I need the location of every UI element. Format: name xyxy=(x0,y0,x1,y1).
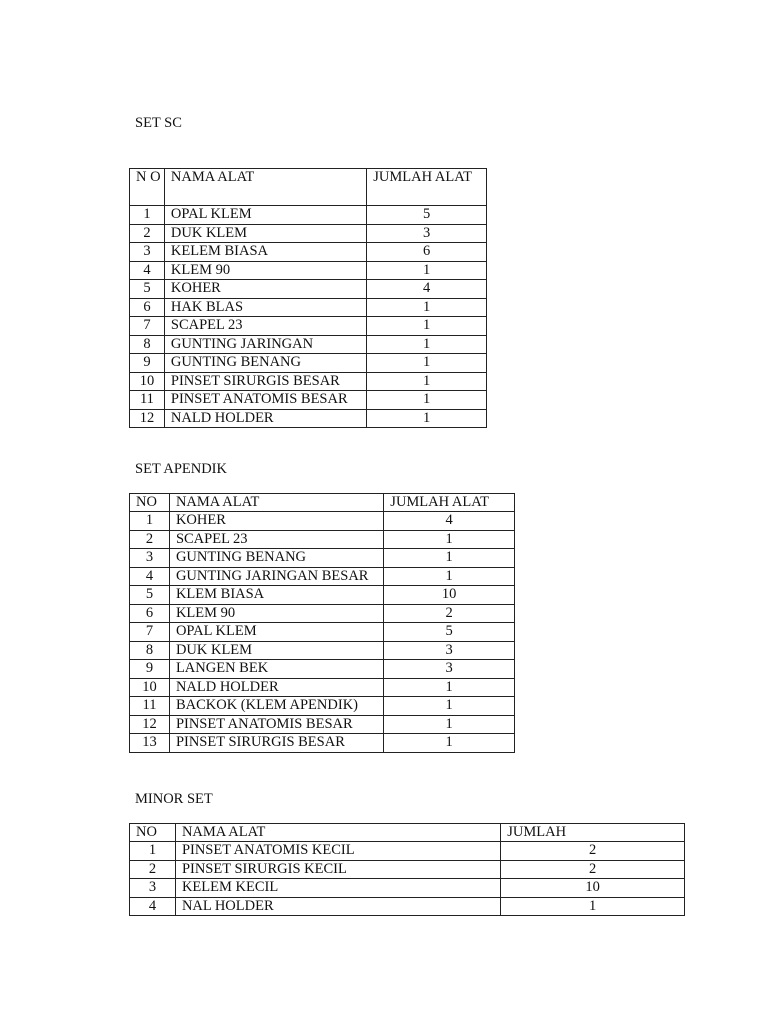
table-row xyxy=(130,697,515,716)
table-row xyxy=(130,512,515,531)
table-row xyxy=(130,372,487,391)
header-nama-alat: NAMA ALAT xyxy=(169,494,383,512)
tool-name: OPAL KLEM xyxy=(164,206,366,225)
tool-quantity: 3 xyxy=(384,641,515,660)
header-jumlah-alat: JUMLAH ALAT xyxy=(384,494,515,512)
tool-name: PINSET SIRURGIS BESAR xyxy=(169,734,383,753)
row-number: 2 xyxy=(130,860,176,879)
row-number: 6 xyxy=(130,604,170,623)
tool-quantity: 10 xyxy=(384,586,515,605)
table-row xyxy=(130,391,487,410)
table-row xyxy=(130,243,487,262)
tool-quantity: 1 xyxy=(367,298,487,317)
tool-name: PINSET SIRURGIS BESAR xyxy=(164,372,366,391)
table-set-sc xyxy=(129,168,487,428)
table-row xyxy=(130,317,487,336)
tool-quantity: 1 xyxy=(501,897,685,916)
tool-quantity: 1 xyxy=(367,372,487,391)
tool-name: NALD HOLDER xyxy=(169,678,383,697)
tool-quantity: 10 xyxy=(501,879,685,898)
table-row xyxy=(130,280,487,299)
table-row xyxy=(130,623,515,642)
header-nama-alat: NAMA ALAT xyxy=(164,169,366,206)
header-no: NO xyxy=(130,824,176,842)
tool-name: LANGEN BEK xyxy=(169,660,383,679)
row-number: 1 xyxy=(130,842,176,861)
tool-quantity: 1 xyxy=(367,335,487,354)
table-row xyxy=(130,604,515,623)
tool-quantity: 1 xyxy=(367,261,487,280)
table-row xyxy=(130,897,685,916)
table-row xyxy=(130,298,487,317)
tool-name: PINSET ANATOMIS BESAR xyxy=(164,391,366,410)
tool-quantity: 1 xyxy=(384,530,515,549)
tool-quantity: 3 xyxy=(384,660,515,679)
row-number: 9 xyxy=(130,660,170,679)
tool-quantity: 1 xyxy=(367,391,487,410)
tool-quantity: 5 xyxy=(384,623,515,642)
row-number: 4 xyxy=(130,897,176,916)
tool-name: KELEM BIASA xyxy=(164,243,366,262)
row-number: 9 xyxy=(130,354,165,373)
tool-name: KLEM 90 xyxy=(164,261,366,280)
row-number: 5 xyxy=(130,280,165,299)
header-jumlah-alat: JUMLAH ALAT xyxy=(367,169,487,206)
table-header-row xyxy=(130,824,685,842)
table-row xyxy=(130,530,515,549)
table-row xyxy=(130,224,487,243)
tool-quantity: 1 xyxy=(384,567,515,586)
tool-name: HAK BLAS xyxy=(164,298,366,317)
section-title-minor-set: MINOR SET xyxy=(135,791,213,807)
tool-quantity: 1 xyxy=(384,549,515,568)
tool-name: GUNTING JARINGAN xyxy=(164,335,366,354)
table-header-row xyxy=(130,494,515,512)
row-number: 11 xyxy=(130,391,165,410)
table-row xyxy=(130,678,515,697)
tool-quantity: 2 xyxy=(384,604,515,623)
table-row xyxy=(130,641,515,660)
table-row xyxy=(130,586,515,605)
tool-name: KELEM KECIL xyxy=(175,879,500,898)
row-number: 8 xyxy=(130,641,170,660)
table-row xyxy=(130,879,685,898)
tool-quantity: 2 xyxy=(501,860,685,879)
tool-quantity: 1 xyxy=(384,697,515,716)
table-row xyxy=(130,842,685,861)
table-set-apendik xyxy=(129,493,515,753)
table-row xyxy=(130,715,515,734)
header-jumlah: JUMLAH xyxy=(501,824,685,842)
tool-name: SCAPEL 23 xyxy=(164,317,366,336)
table-row xyxy=(130,354,487,373)
tool-quantity: 2 xyxy=(501,842,685,861)
row-number: 4 xyxy=(130,261,165,280)
tool-quantity: 5 xyxy=(367,206,487,225)
row-number: 3 xyxy=(130,879,176,898)
row-number: 12 xyxy=(130,715,170,734)
tool-quantity: 1 xyxy=(384,715,515,734)
tool-name: SCAPEL 23 xyxy=(169,530,383,549)
tool-name: KOHER xyxy=(169,512,383,531)
row-number: 2 xyxy=(130,530,170,549)
tool-quantity: 1 xyxy=(367,409,487,428)
tool-name: GUNTING BENANG xyxy=(164,354,366,373)
tool-quantity: 1 xyxy=(384,734,515,753)
tool-name: OPAL KLEM xyxy=(169,623,383,642)
table-row xyxy=(130,660,515,679)
tool-name: KOHER xyxy=(164,280,366,299)
tool-name: DUK KLEM xyxy=(169,641,383,660)
section-title-set-apendik: SET APENDIK xyxy=(135,461,227,477)
tool-quantity: 1 xyxy=(384,678,515,697)
table-header-row xyxy=(130,169,487,206)
table-minor-set xyxy=(129,823,685,916)
tool-name: DUK KLEM xyxy=(164,224,366,243)
row-number: 11 xyxy=(130,697,170,716)
tool-quantity: 1 xyxy=(367,354,487,373)
header-nama-alat: NAMA ALAT xyxy=(175,824,500,842)
tool-name: GUNTING BENANG xyxy=(169,549,383,568)
table-row xyxy=(130,734,515,753)
table-row xyxy=(130,409,487,428)
row-number: 2 xyxy=(130,224,165,243)
row-number: 8 xyxy=(130,335,165,354)
tool-name: BACKOK (KLEM APENDIK) xyxy=(169,697,383,716)
tool-quantity: 4 xyxy=(384,512,515,531)
tool-name: KLEM BIASA xyxy=(169,586,383,605)
row-number: 3 xyxy=(130,549,170,568)
tool-name: PINSET SIRURGIS KECIL xyxy=(175,860,500,879)
row-number: 5 xyxy=(130,586,170,605)
table-row xyxy=(130,860,685,879)
tool-name: KLEM 90 xyxy=(169,604,383,623)
row-number: 10 xyxy=(130,372,165,391)
row-number: 7 xyxy=(130,317,165,336)
row-number: 7 xyxy=(130,623,170,642)
table-row xyxy=(130,261,487,280)
row-number: 10 xyxy=(130,678,170,697)
tool-name: NAL HOLDER xyxy=(175,897,500,916)
tool-name: PINSET ANATOMIS KECIL xyxy=(175,842,500,861)
row-number: 6 xyxy=(130,298,165,317)
row-number: 12 xyxy=(130,409,165,428)
tool-quantity: 6 xyxy=(367,243,487,262)
table-row xyxy=(130,206,487,225)
tool-name: PINSET ANATOMIS BESAR xyxy=(169,715,383,734)
row-number: 1 xyxy=(130,512,170,531)
tool-name: GUNTING JARINGAN BESAR xyxy=(169,567,383,586)
row-number: 1 xyxy=(130,206,165,225)
section-title-set-sc: SET SC xyxy=(135,115,182,131)
header-no: NO xyxy=(130,494,170,512)
row-number: 3 xyxy=(130,243,165,262)
row-number: 13 xyxy=(130,734,170,753)
tool-quantity: 1 xyxy=(367,317,487,336)
table-row xyxy=(130,335,487,354)
header-no: N O xyxy=(130,169,165,206)
row-number: 4 xyxy=(130,567,170,586)
table-row xyxy=(130,567,515,586)
tool-name: NALD HOLDER xyxy=(164,409,366,428)
table-row xyxy=(130,549,515,568)
tool-quantity: 3 xyxy=(367,224,487,243)
tool-quantity: 4 xyxy=(367,280,487,299)
